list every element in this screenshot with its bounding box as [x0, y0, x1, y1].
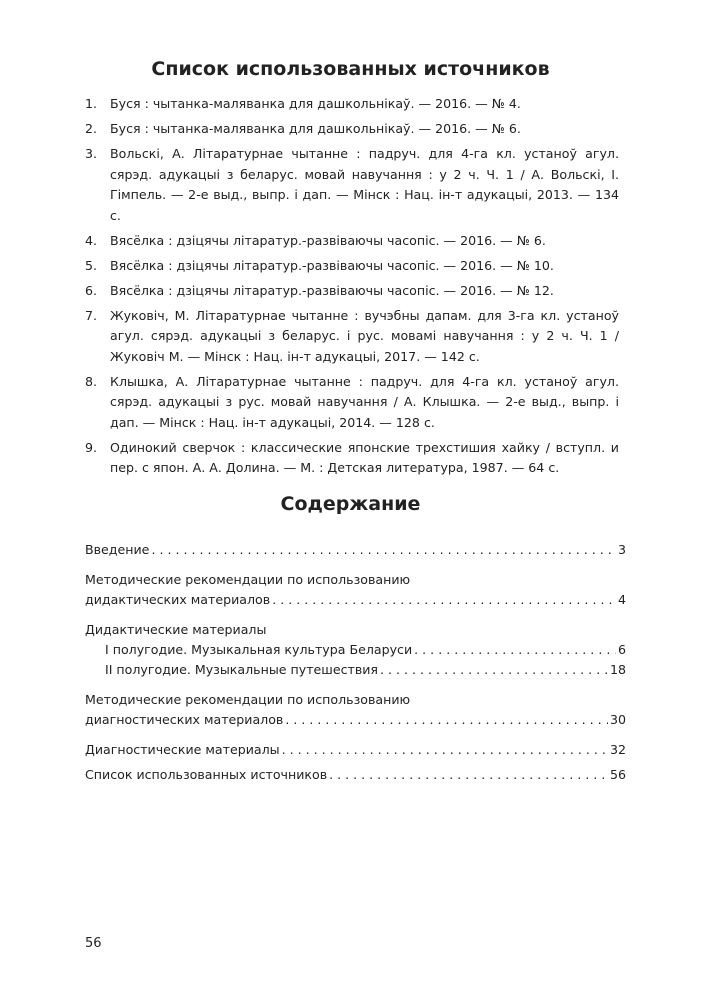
toc-entry[interactable]: [85, 540, 626, 560]
source-number: 3.: [85, 146, 98, 161]
toc-entry[interactable]: [85, 740, 626, 760]
source-item: [85, 281, 619, 302]
source-number: 1.: [85, 96, 98, 111]
source-item: [85, 372, 619, 434]
toc-label: II полугодие. Музыкальные путешествия: [105, 662, 379, 677]
dot-leader: [285, 710, 608, 730]
source-text: Клышка, А. Літаратурнае чытанне : падруч. для 4-га кл. устаноў агул. сярэд. адукацыі з рус. мовай навучання / А. Клышка. — 2-е выд., выпр. і дап. — Мінск : Нац. ін-т адукацыі, 2014. — 128 с.: [110, 373, 619, 430]
toc-entry[interactable]: [85, 570, 626, 610]
toc-page: 30: [609, 712, 626, 727]
page-number: 56: [85, 936, 102, 951]
toc-page: 18: [609, 662, 626, 677]
toc-label: I полугодие. Музыкальная культура Беларуси: [105, 642, 413, 657]
toc-page: 32: [609, 742, 626, 757]
dot-leader: [282, 740, 608, 760]
source-number: 7.: [85, 307, 98, 323]
toc-page: 3: [617, 542, 626, 557]
source-number: 6.: [85, 282, 98, 298]
toc-section: Дидактические материалы: [85, 622, 267, 637]
dot-leader: [414, 640, 616, 660]
toc-label: Список использованных источников: [85, 767, 328, 782]
sources-title: Список использованных источников: [151, 58, 550, 80]
toc-label: диагностических материалов: [85, 712, 284, 727]
source-text: Буся : чытанка-маляванка для дашкольнікаў. — 2016. — № 4.: [110, 96, 521, 111]
dot-leader: [272, 590, 616, 610]
source-item: [85, 256, 619, 277]
source-text: Одинокий сверчок : классические японские трехстишия хайку / вступл. и пер. с япон. А. А. Долина. — М. : Детская литература, 1987. — 64 с.: [110, 439, 619, 475]
source-text: Жуковіч, М. Літаратурнае чытанне : вучэбны дапам. для 3-га кл. устаноў агул. сярэд. адукацыі з беларус. і рус. мовамі навучання : у 2 ч. Ч. 1 / Жуковіч М. — Мінск : Нац. ін-т адукацыі, 2017. — 142 с.: [110, 307, 619, 364]
toc-entry[interactable]: [85, 690, 626, 730]
source-text: Вясёлка : дзіцячы літаратур.-развіваючы часопіс. — 2016. — № 10.: [110, 257, 554, 273]
source-number: 9.: [85, 439, 98, 455]
sources-list: [85, 94, 619, 483]
toc-label-pre: Методические рекомендации по использованию: [85, 572, 411, 587]
source-item: [85, 119, 619, 140]
source-text: Вясёлка : дзіцячы літаратур.-развіваючы часопіс. — 2016. — № 6.: [110, 232, 546, 248]
toc-entry[interactable]: [85, 620, 626, 680]
source-item: [85, 144, 619, 226]
toc-page: 56: [609, 767, 626, 782]
toc-page: 6: [617, 642, 626, 657]
toc-label: Диагностические материалы: [85, 742, 280, 757]
source-number: 5.: [85, 257, 98, 273]
source-item: [85, 438, 619, 479]
source-number: 2.: [85, 121, 98, 136]
toc-page: 4: [617, 592, 626, 607]
toc-entry[interactable]: [85, 765, 626, 785]
source-item: [85, 94, 619, 115]
source-text: Буся : чытанка-маляванка для дашкольнікаў. — 2016. — № 6.: [110, 121, 521, 136]
toc-label: Введение: [85, 542, 150, 557]
dot-leader: [151, 540, 616, 560]
toc-label-pre: Методические рекомендации по использованию: [85, 692, 411, 707]
source-number: 4.: [85, 232, 98, 248]
source-text: Вясёлка : дзіцячы літаратур.-развіваючы часопіс. — 2016. — № 12.: [110, 282, 554, 298]
dot-leader: [380, 660, 608, 680]
toc-label: дидактических материалов: [85, 592, 271, 607]
dot-leader: [329, 765, 608, 785]
table-of-contents: [85, 540, 626, 795]
source-item: [85, 231, 619, 252]
contents-title: Содержание: [280, 493, 421, 515]
source-text: Вольскі, А. Літаратурнае чытанне : падруч. для 4-га кл. устаноў агул. сярэд. адукацыі з беларус. мовай навучання : у 2 ч. Ч. 1 / А. Вольскі, І. Гімпель. — 2-е выд., выпр. і дап. — Мінск : Нац. ін-т адукацыі, 2013. — 134 с.: [110, 146, 619, 223]
source-item: [85, 306, 619, 368]
source-number: 8.: [85, 373, 98, 389]
